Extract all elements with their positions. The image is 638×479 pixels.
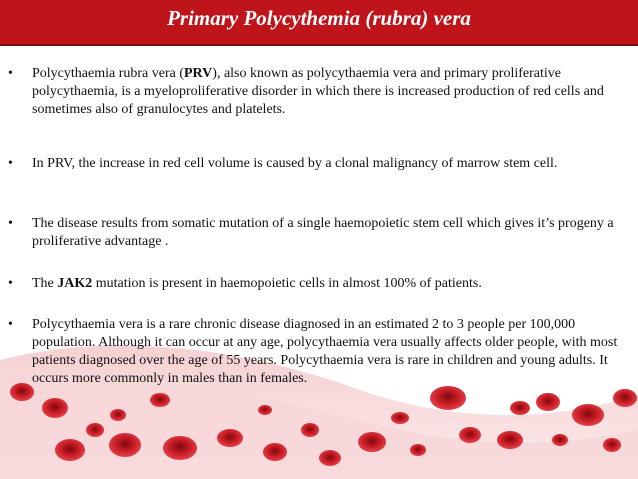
bullet-text: In PRV, the increase in red cell volume is caused by a clonal malignancy of marrow stem cell. — [32, 156, 558, 171]
bullet-text: The disease results from somatic mutation of a single haemopoietic stem cell which gives it’s progeny a proliferative advantage . — [32, 216, 614, 249]
bullet-text: Polycythaemia rubra vera (PRV), also known as polycythaemia vera and primary proliferative polycythaemia, is a myeloproliferative disorder in which there is increased production of red cells and sometimes also of granulocytes and platelets. — [32, 66, 604, 117]
slide-title: Primary Polycythemia (rubra) vera — [167, 6, 471, 30]
title-bar — [0, 0, 638, 46]
bullet-icon: • — [8, 276, 13, 291]
bullet-icon: • — [8, 66, 13, 81]
bullet-text: Polycythaemia vera is a rare chronic disease diagnosed in an estimated 2 to 3 people per 100,000 population. Although it can occur at any age, polycythaemia vera usually affects older people, with most patients diagnosed over the age of 55 years. Polycythaemia vera is rare in children and young adults. It occurs more commonly in males than in females. — [32, 317, 618, 386]
bullet-icon: • — [8, 317, 13, 332]
bullet-icon: • — [8, 156, 13, 171]
bullet-text: The JAK2 mutation is present in haemopoietic cells in almost 100% of patients. — [32, 276, 482, 291]
bullet-icon: • — [8, 216, 13, 231]
